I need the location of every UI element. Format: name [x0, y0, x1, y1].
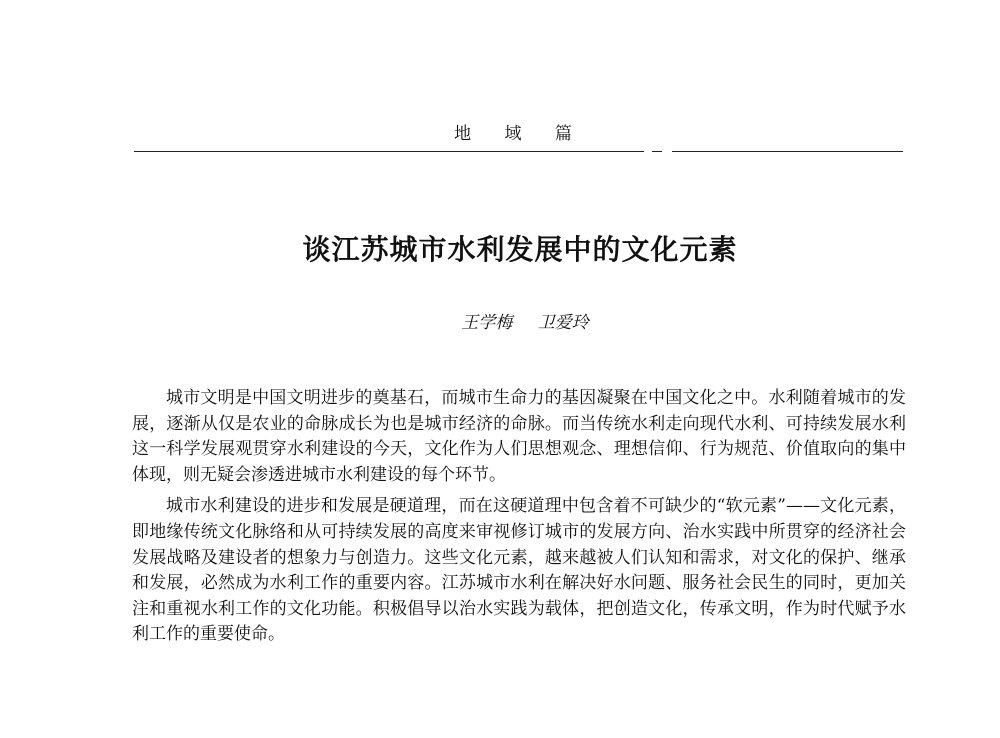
section-header: 地 域 篇 — [454, 124, 586, 144]
article-body — [132, 386, 906, 654]
article-authors — [0, 308, 1000, 333]
author-name: 卫爱玲 — [537, 313, 589, 333]
article-title: 谈江苏城市水利发展中的文化元素 — [302, 233, 738, 266]
header-rule-right — [672, 151, 903, 152]
header-rule-dash — [652, 151, 662, 152]
header-rule-left — [134, 151, 644, 152]
body-paragraph: 城市水利建设的进步和发展是硬道理，而在这硬道理中包含着不可缺少的“软元素”——文化元素，即地缘传统文化脉络和从可持续发展的高度来审视修订城市的发展方向、治水实践中所贯穿的经济社会发展战略及建设者的想象力与创造力。这些文化元素，越来越被人们认知和需求，对文化的保护、继承和发展，必然成为水利工作的重要内容。江苏城市水利在解决好水问题、服务社会民生的同时，更加关注和重视水利工作的文化功能。积极倡导以治水实践为载体，把创造文化，传承文明，作为时代赋予水利工作的重要使命。 — [132, 496, 906, 645]
body-paragraph: 城市文明是中国文明进步的奠基石，而城市生命力的基因凝聚在中国文化之中。水利随着城市的发展，逐渐从仅是农业的命脉成长为也是城市经济的命脉。而当传统水利走向现代水利、可持续发展水利这一科学发展观贯穿水利建设的今天，文化作为人们思想观念、理想信仰、行为规范、价值取向的集中体现，则无疑会渗透进城市水利建设的每个环节。 — [132, 388, 906, 485]
author-name: 王学梅 — [461, 313, 513, 333]
